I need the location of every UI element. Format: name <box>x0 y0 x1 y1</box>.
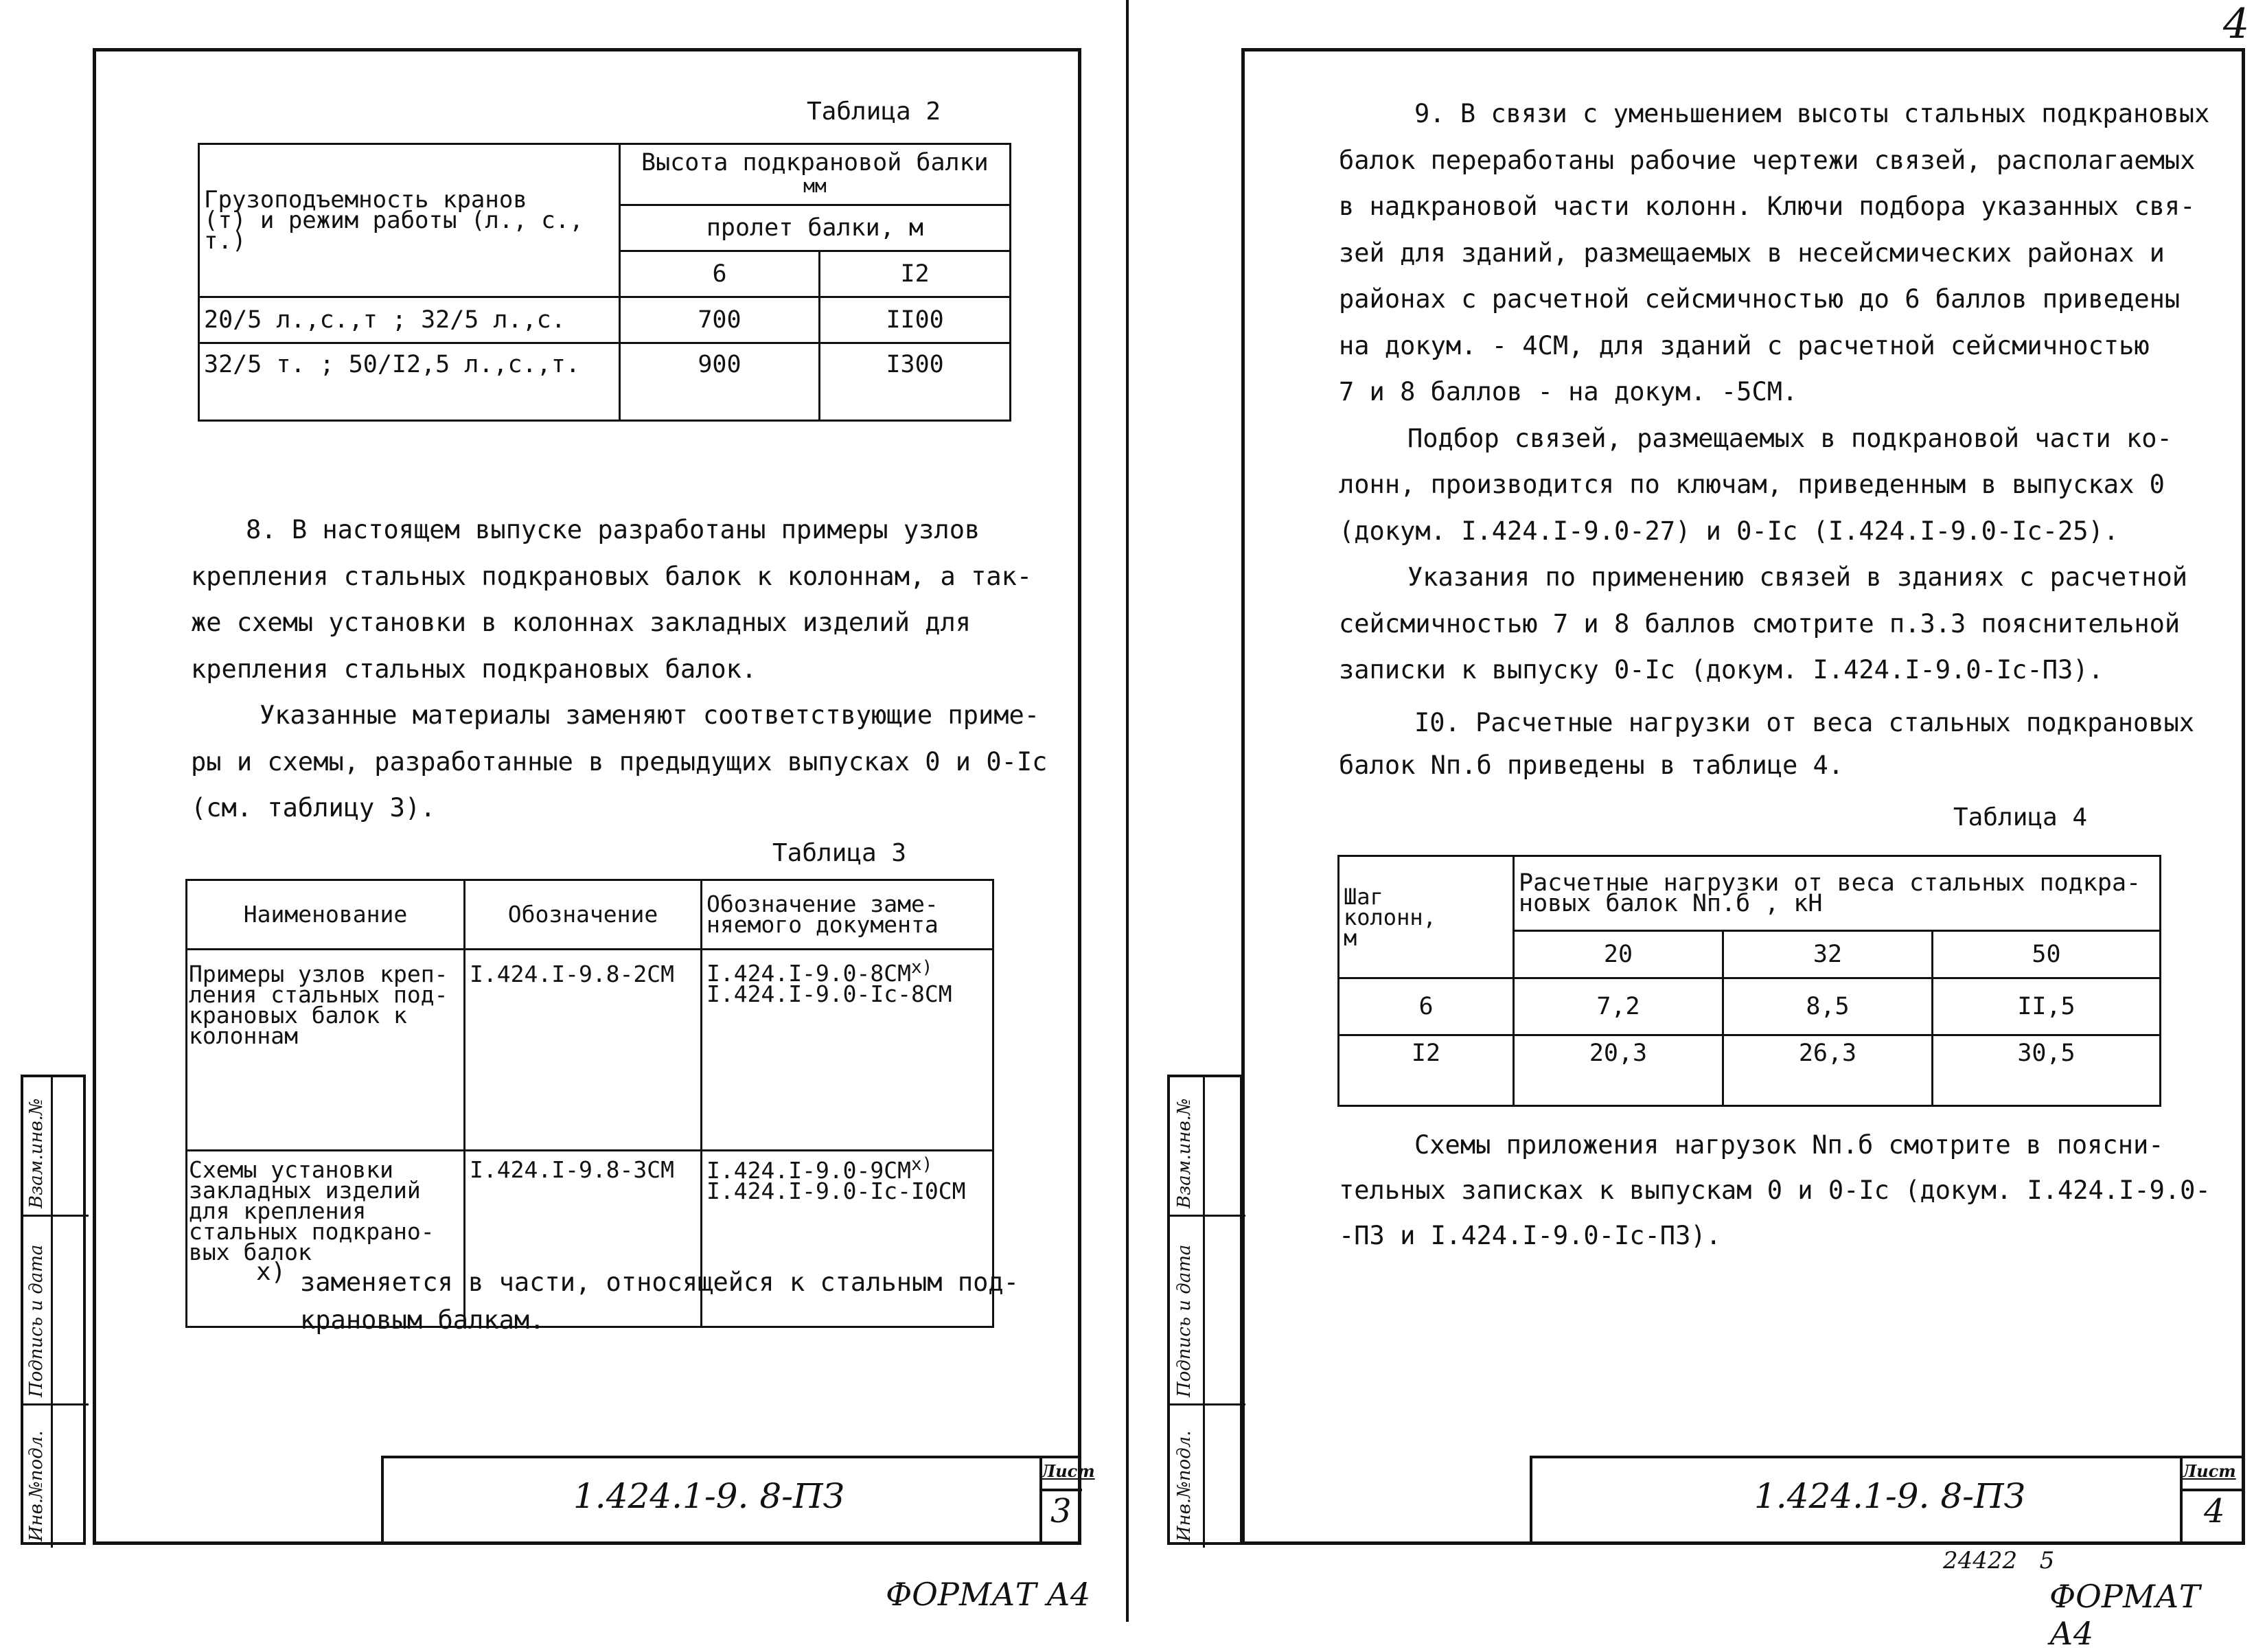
right-para-after-table: Схемы приложения нагрузок Nп.б смотрите в поясни- тельных записках к выпускам 0 и 0-Ic (докум. I.424.I-9.0- -ПЗ и I.424.I-9.0-Ic-ПЗ). <box>1339 1130 2211 1250</box>
left-footnote-mark: x) <box>256 1258 286 1286</box>
table2-row2-label: 32/5 т. ; 50/I2,5 л.,с.,т. <box>199 343 620 421</box>
table4-caption: Таблица 4 <box>1953 803 2088 831</box>
table2-caption: Таблица 2 <box>807 97 941 126</box>
table3 <box>185 879 994 1328</box>
table2-row1-v12: II00 <box>820 297 1011 343</box>
right-sheet-label: Лист <box>2182 1461 2236 1481</box>
table2-row2-v6: 900 <box>619 343 819 421</box>
right-sheet-number: 4 <box>2204 1492 2225 1530</box>
table3-row2-replaced: I.424.I-9.0-9CM$^{x)}$ I.424.I-9.0-Ic-I0CM <box>702 1151 993 1327</box>
right-side-label-replace: Взам.инв.№ <box>1174 1098 1195 1208</box>
left-side-label-inv: Инв.№подл. <box>26 1430 47 1541</box>
table4-row1-v50: II,5 <box>1933 978 2161 1035</box>
right-stamp-code: 1.424.1-9. 8-ПЗ <box>1754 1476 2025 1516</box>
right-bottom-note: 24422 5 <box>1943 1547 2055 1574</box>
table2-span-12: I2 <box>820 251 1011 297</box>
center-divider <box>1126 0 1129 1622</box>
table2-row1-v6: 700 <box>619 297 819 343</box>
left-footnote: заменяется в части, относящейся к стальным под- крановым балкам. <box>300 1267 1019 1335</box>
table4-col-50: 50 <box>1933 931 2161 978</box>
left-side-label-replace: Взам.инв.№ <box>26 1098 47 1208</box>
left-sheet-number: 3 <box>1050 1492 1072 1530</box>
left-side-label-sign: Подпись и дата <box>26 1244 47 1397</box>
left-para-8: 8. В настоящем выпуске разработаны примеры узлов крепления стальных подкрановых балок к колоннам, а так- же схемы установки в колоннах закладных изделий для крепления стальных подкрановых балок. Указанные материалы заменяют соответствующие приме- ры и схемы, разработанные в предыдущих выпусках 0 и 0-Ic (см. таблицу 3). <box>191 515 1048 823</box>
table3-header-replaced: Обозначение заме- няемого документа <box>702 880 993 950</box>
table4-row2-step: I2 <box>1339 1035 1514 1106</box>
table2 <box>198 143 1011 422</box>
table4-row2-v32: 26,3 <box>1723 1035 1933 1106</box>
right-side-label-sign: Подпись и дата <box>1174 1244 1195 1397</box>
table4-col-32: 32 <box>1723 931 1933 978</box>
table3-caption: Таблица 3 <box>772 839 907 867</box>
right-para-9: 9. В связи с уменьшением высоты стальных подкрановых балок переработаны рабочие чертежи связей, располагаемых в надкрановой части колонн. Ключи подбора указанных свя- зей для зданий, размещаемых в несейсмических районах и районах с расчетной сейсмичностью до 6 баллов приведены на докум. - 4СМ, для зданий с расчетной сейсмичностью 7 и 8 баллов - на докум. -5СМ. Подбор связей, размещаемых в подкрановой части ко- лонн, производится по ключам, приведенным в выпусках 0 (докум. I.424.I-9.0-27) и 0-Ic (I.424.I-9.0-Ic-25). Указания по применению связей в зданиях с расчетной сейсмичностью 7 и 8 баллов смотрите п.3.3 пояснительной записки к выпуску 0-Ic (докум. I.424.I-9.0-Ic-ПЗ). <box>1339 99 2210 685</box>
table3-row2-name: Схемы установки закладных изделий для крепления стальных подкрано- вых балок <box>187 1151 465 1327</box>
table4-row1-v32: 8,5 <box>1723 978 1933 1035</box>
right-format-label: ФОРМАТ А4 <box>2049 1578 2200 1652</box>
table3-header-name: Наименование <box>187 880 465 950</box>
left-stamp-code: 1.424.1-9. 8-ПЗ <box>573 1476 844 1516</box>
table2-row2-v12: I300 <box>820 343 1011 421</box>
table2-header-capacity: Грузоподъемность кранов (т) и режим работы (л., с., т.) <box>199 144 620 297</box>
left-format-label: ФОРМАТ А4 <box>886 1576 1091 1613</box>
table4 <box>1337 855 2161 1107</box>
left-sheet-label: Лист <box>1041 1461 1095 1481</box>
table3-header-code: Обозначение <box>465 880 702 950</box>
table2-header-span: пролет балки, м <box>619 205 1010 251</box>
table2-span-6: 6 <box>619 251 819 297</box>
table4-header-step: Шаг колонн, м <box>1339 856 1514 978</box>
table3-row1-name: Примеры узлов креп- ления стальных под- крановых балок к колоннам <box>187 950 465 1151</box>
page-corner-number: 4 <box>2223 0 2250 48</box>
table2-header-height: Высота подкрановой балки мм <box>619 144 1010 205</box>
table3-row2-code: I.424.I-9.8-3СМ <box>465 1151 702 1327</box>
table4-row2-v50: 30,5 <box>1933 1035 2161 1106</box>
table4-header-load: Расчетные нагрузки от веса стальных подкра- новых балок Nп.б , кН <box>1514 856 2161 931</box>
right-side-label-inv: Инв.№подл. <box>1174 1430 1195 1541</box>
table3-row1-replaced: I.424.I-9.0-8CM$^{x)}$ I.424.I-9.0-Ic-8CM <box>702 950 993 1151</box>
table4-col-20: 20 <box>1514 931 1723 978</box>
table4-row2-v20: 20,3 <box>1514 1035 1723 1106</box>
table4-row1-v20: 7,2 <box>1514 978 1723 1035</box>
table2-row1-label: 20/5 л.,с.,т ; 32/5 л.,с. <box>199 297 620 343</box>
right-para-10: I0. Расчетные нагрузки от веса стальных подкрановых балок Nп.б приведены в таблице 4. <box>1339 708 2195 780</box>
table4-row1-step: 6 <box>1339 978 1514 1035</box>
table3-row1-code: I.424.I-9.8-2СМ <box>465 950 702 1151</box>
